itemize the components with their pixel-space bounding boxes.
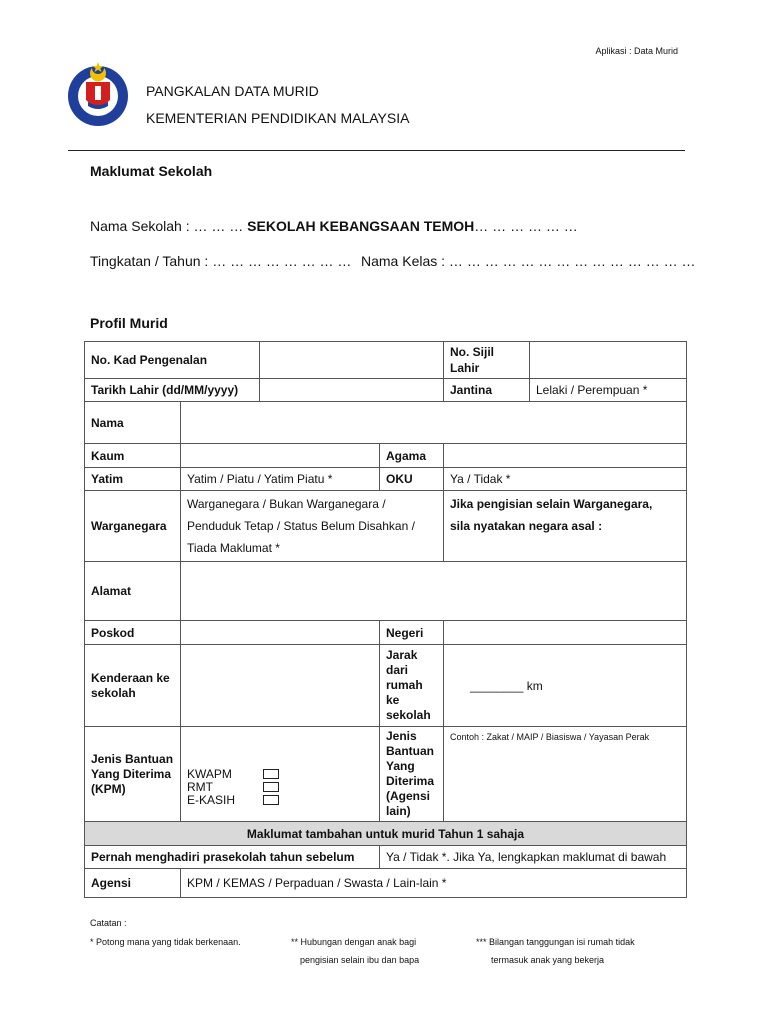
oku-options[interactable]: Ya / Tidak * — [444, 468, 687, 491]
oku-label: OKU — [380, 468, 444, 491]
tambahan-header: Maklumat tambahan untuk murid Tahun 1 sahaja — [85, 822, 687, 846]
nama-input[interactable] — [181, 402, 687, 444]
warga-note-line: Jika pengisian selain Warganegara, — [450, 497, 653, 511]
bantuan-option-label: E-KASIH — [187, 792, 236, 807]
kenderaan-label: Kenderaan ke sekolah — [85, 645, 181, 727]
app-label: Aplikasi : Data Murid — [595, 46, 678, 56]
tingkatan-field: Tingkatan / Tahun : … … … … … … … … — [90, 253, 352, 269]
checkbox[interactable] — [263, 795, 279, 805]
warga-option-line: Warganegara / Bukan Warganegara / — [187, 497, 386, 511]
checkbox[interactable] — [263, 782, 279, 792]
school-name-value: SEKOLAH KEBANGSAAN TEMOH — [247, 218, 475, 234]
kaum-input[interactable] — [181, 444, 380, 468]
no-kp-input[interactable] — [260, 342, 444, 379]
agensi-label: Agensi — [85, 869, 181, 898]
warga-note-line: sila nyatakan negara asal : — [450, 519, 603, 533]
yatim-label: Yatim — [85, 468, 181, 491]
warga-option-line: Penduduk Tetap / Status Belum Disahkan / — [187, 519, 415, 533]
warganegara-label: Warganegara — [85, 491, 181, 562]
agama-input[interactable] — [444, 444, 687, 468]
note-3b: termasuk anak yang bekerja — [491, 955, 605, 965]
agama-label: Agama — [380, 444, 444, 468]
jantina-label: Jantina — [444, 379, 530, 402]
jenis-bantuan-kpm-label: Jenis Bantuan Yang Diterima (KPM) — [85, 727, 181, 822]
note-1: * Potong mana yang tidak berkenaan. — [90, 937, 241, 947]
bantuan-option-label: KWAPM — [187, 766, 232, 781]
profile-table — [84, 341, 687, 898]
alamat-label: Alamat — [85, 562, 181, 621]
no-kp-label: No. Kad Pengenalan — [85, 342, 260, 379]
kenderaan-input[interactable] — [181, 645, 380, 727]
kaum-label: Kaum — [85, 444, 181, 468]
school-name-line — [90, 218, 578, 234]
note-2a: ** Hubungan dengan anak bagi — [291, 937, 417, 947]
jantina-options[interactable]: Lelaki / Perempuan * — [530, 379, 687, 402]
negeri-input[interactable] — [444, 621, 687, 645]
bantuan-option — [187, 794, 279, 807]
bantuan-option — [187, 768, 279, 781]
bantuan-option — [187, 781, 279, 794]
notes-title: Catatan : — [90, 918, 127, 928]
negeri-label: Negeri — [380, 621, 444, 645]
jarak-input[interactable]: ________ km — [444, 645, 687, 727]
poskod-input[interactable] — [181, 621, 380, 645]
no-sijil-input[interactable] — [530, 342, 687, 379]
note-3a: *** Bilangan tanggungan isi rumah tidak — [476, 937, 635, 947]
school-section-title: Maklumat Sekolah — [90, 163, 213, 179]
school-name-trail: … … … … … … — [474, 218, 578, 234]
profile-section-title: Profil Murid — [90, 315, 168, 331]
bantuan-kpm-options — [181, 727, 380, 822]
prasekolah-label: Pernah menghadiri prasekolah tahun sebelum — [85, 846, 380, 869]
note-2b: pengisian selain ibu dan bapa — [300, 955, 420, 965]
alamat-input[interactable] — [181, 562, 687, 621]
warga-note — [444, 491, 687, 562]
bantuan-agensi-input[interactable]: Contoh : Zakat / MAIP / Biasiswa / Yayasan Perak — [444, 727, 687, 822]
school-name-label: Nama Sekolah : … … … — [90, 218, 248, 234]
warga-option-line: Tiada Maklumat * — [187, 541, 280, 555]
header-divider — [68, 150, 685, 151]
warganegara-options[interactable] — [181, 491, 444, 562]
jenis-bantuan-agensi-label: Jenis Bantuan Yang Diterima (Agensi lain) — [380, 727, 444, 822]
yatim-options[interactable]: Yatim / Piatu / Yatim Piatu * — [181, 468, 380, 491]
checkbox[interactable] — [263, 769, 279, 779]
no-sijil-label: No. Sijil Lahir — [444, 342, 530, 379]
poskod-label: Poskod — [85, 621, 181, 645]
jarak-label: Jarak dari rumah ke sekolah — [380, 645, 444, 727]
agensi-options[interactable]: KPM / KEMAS / Perpaduan / Swasta / Lain-lain * — [181, 869, 687, 898]
header-title-2: KEMENTERIAN PENDIDIKAN MALAYSIA — [146, 110, 410, 126]
tarikh-input[interactable] — [260, 379, 444, 402]
prasekolah-options[interactable]: Ya / Tidak *. Jika Ya, lengkapkan maklumat di bawah — [380, 846, 687, 869]
bantuan-option-label: RMT — [187, 779, 213, 794]
tarikh-label: Tarikh Lahir (dd/MM/yyyy) — [85, 379, 260, 402]
ministry-logo — [66, 60, 130, 128]
kelas-field: Nama Kelas : … … … … … … … … … … … … … … — [361, 253, 696, 269]
nama-label: Nama — [85, 402, 181, 444]
header-title-1: PANGKALAN DATA MURID — [146, 83, 319, 99]
